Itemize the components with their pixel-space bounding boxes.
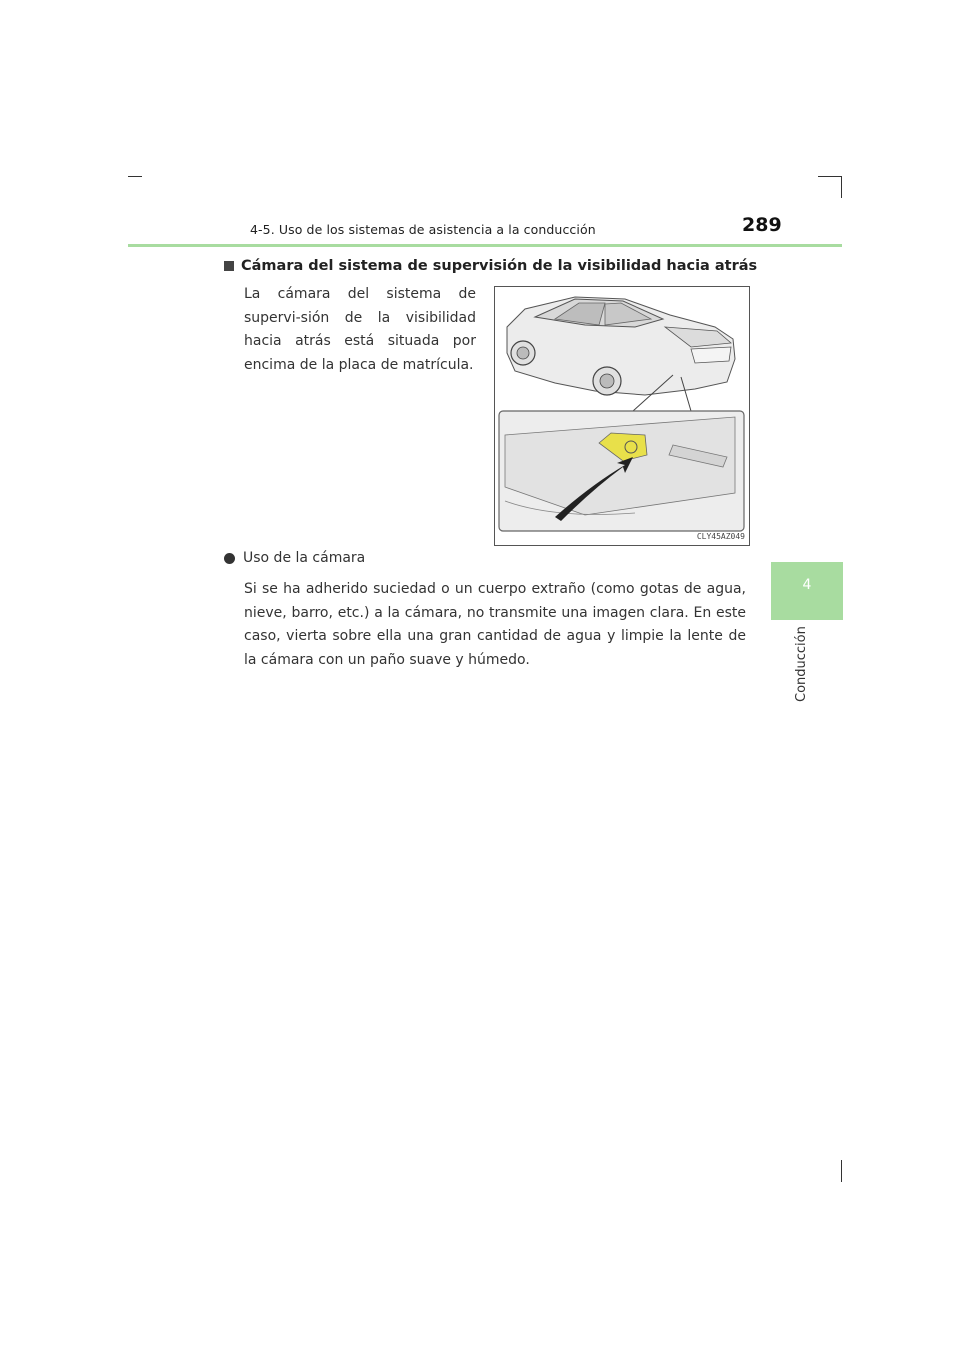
header-rule (128, 244, 842, 247)
crop-mark (128, 176, 142, 177)
section-heading (224, 258, 757, 274)
crop-mark (841, 1160, 842, 1182)
chapter-label: Conducción (794, 626, 809, 702)
running-header: 4-5. Uso de los sistemas de asistencia a la conducción (250, 222, 596, 237)
bullet-heading (224, 550, 365, 566)
car-rear-drawing (495, 287, 748, 544)
chapter-number: 4 (802, 577, 812, 593)
section-paragraph: La cámara del sistema de supervi-sión de la visibilidad hacia atrás está situada por encima de la placa de matrícula. (244, 286, 476, 373)
camera-location-illustration (494, 286, 750, 546)
bullet-paragraph: Si se ha adherido suciedad o un cuerpo extraño (como gotas de agua, nieve, barro, etc.) a la cámara, no transmite una imagen clara. En este caso, vierta sobre ella una gran cantidad de agua y limpie la lente de la cámara con un paño suave y húmedo. (244, 581, 746, 668)
section-heading-text: Cámara del sistema de supervisión de la visibilidad hacia atrás (241, 258, 758, 274)
bullet-heading-text: Uso de la cámara (243, 550, 366, 566)
page-number: 289 (742, 214, 782, 236)
crop-mark (841, 176, 842, 198)
figure-code: CLY45AZ049 (696, 532, 745, 541)
crop-mark (818, 176, 842, 177)
square-bullet-icon (224, 261, 234, 271)
round-bullet-icon (224, 553, 235, 564)
